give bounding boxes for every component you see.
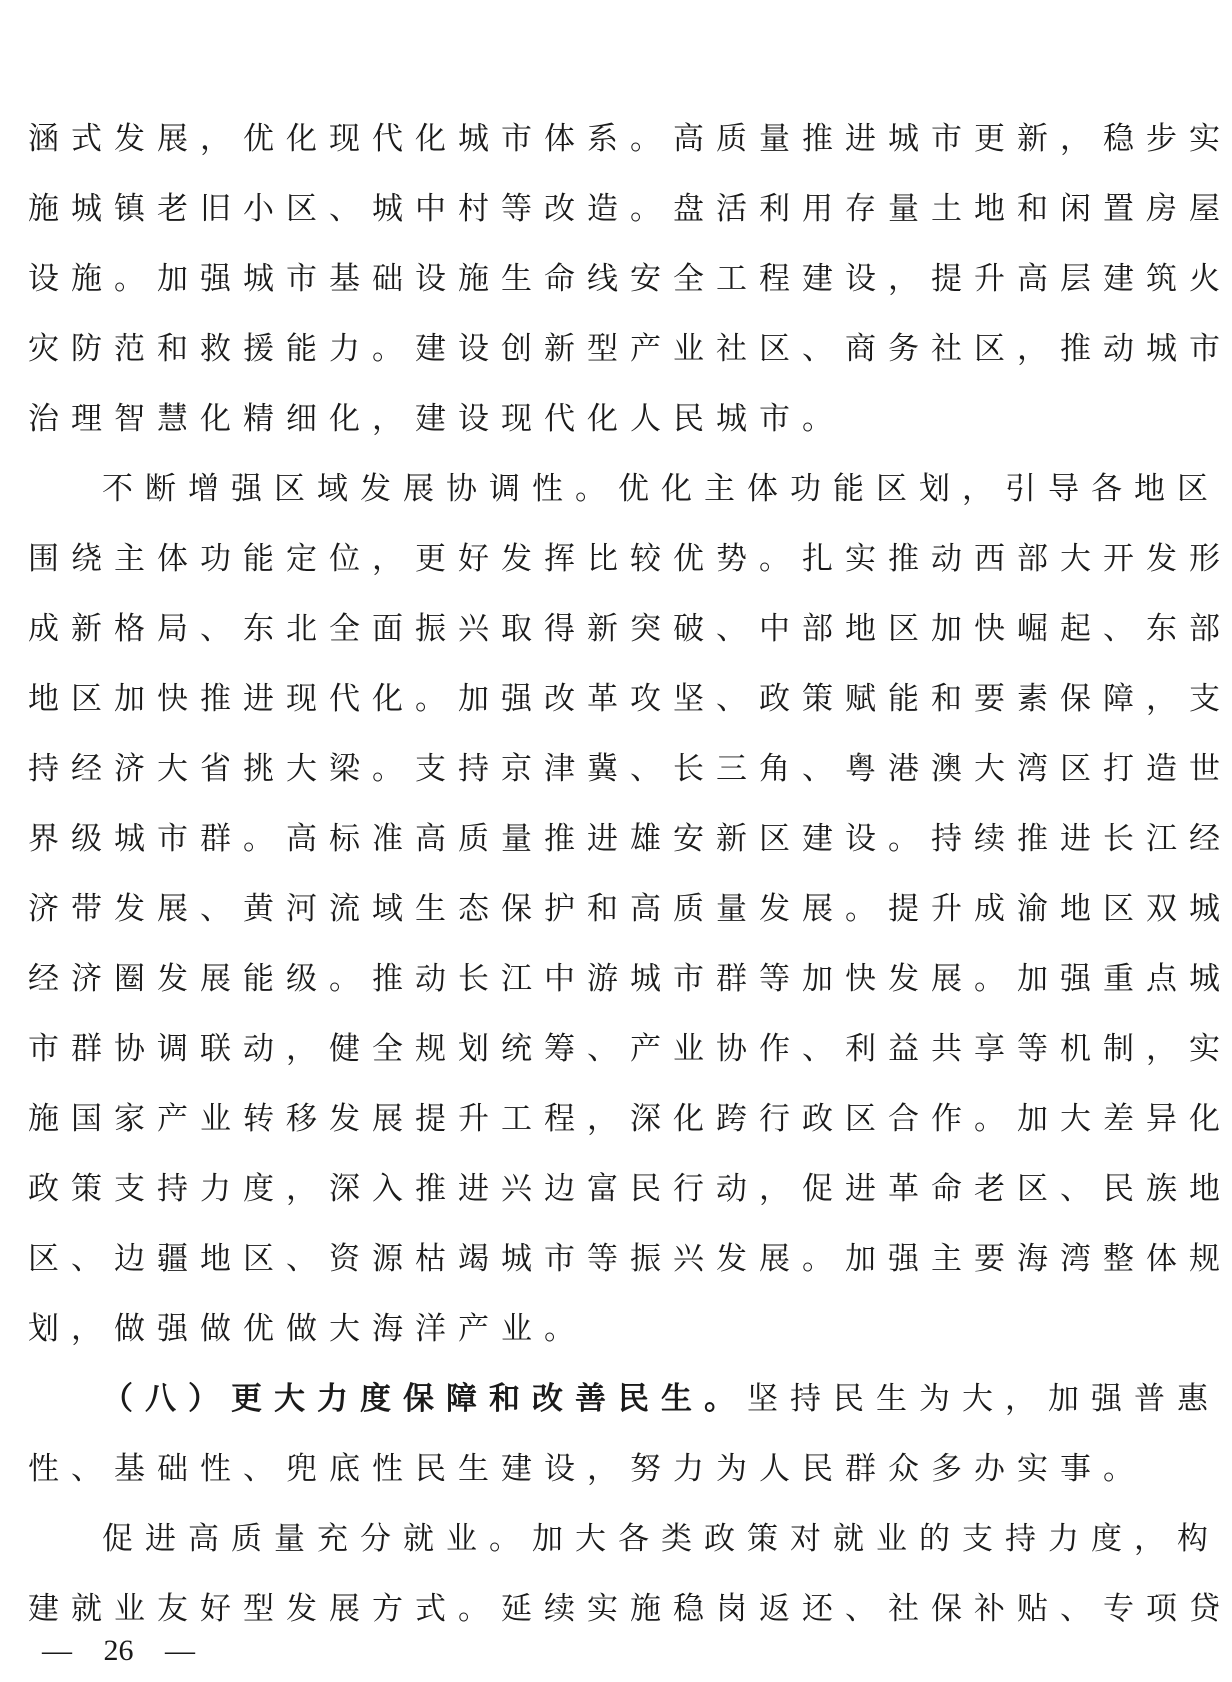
text-line: 施城镇老旧小区、城中村等改造。盘活利用存量土地和闲置房屋	[28, 191, 1232, 227]
text-line: 设施。加强城市基础设施生命线安全工程建设，提升高层建筑火	[28, 261, 1232, 297]
text-line: 划，做强做优做大海洋产业。	[28, 1311, 587, 1347]
text-line: 界级城市群。高标准高质量推进雄安新区建设。持续推进长江经	[28, 821, 1232, 857]
text-line: 建就业友好型发展方式。延续实施稳岗返还、社保补贴、专项贷	[28, 1591, 1232, 1627]
paragraph-first-line: 不断增强区域发展协调性。优化主体功能区划，引导各地区	[102, 471, 1220, 507]
text-line: 市群协调联动，健全规划统筹、产业协作、利益共享等机制，实	[28, 1031, 1232, 1067]
text-line: 地区加快推进现代化。加强改革攻坚、政策赋能和要素保障，支	[28, 681, 1232, 717]
text-line: 性、基础性、兜底性民生建设，努力为人民群众多办实事。	[28, 1451, 1146, 1487]
document-body	[28, 104, 1232, 1644]
page-number: 26	[103, 1634, 134, 1667]
section-heading: （八）更大力度保障和改善民生。	[102, 1381, 747, 1417]
paragraph-first-line: 促进高质量充分就业。加大各类政策对就业的支持力度，构	[102, 1521, 1220, 1557]
section-heading-line	[28, 1364, 1220, 1434]
page-footer	[42, 1629, 195, 1673]
section-heading-continuation: 坚持民生为大，加强普惠	[747, 1381, 1220, 1417]
footer-dash-right: —	[165, 1634, 195, 1667]
text-line: 济带发展、黄河流域生态保护和高质量发展。提升成渝地区双城	[28, 891, 1232, 927]
text-line: 施国家产业转移发展提升工程，深化跨行政区合作。加大差异化	[28, 1101, 1232, 1137]
text-line: 持经济大省挑大梁。支持京津冀、长三角、粤港澳大湾区打造世	[28, 751, 1232, 787]
text-line: 灾防范和救援能力。建设创新型产业社区、商务社区，推动城市	[28, 331, 1232, 367]
text-line: 政策支持力度，深入推进兴边富民行动，促进革命老区、民族地	[28, 1171, 1232, 1207]
text-line: 治理智慧化精细化，建设现代化人民城市。	[28, 401, 845, 437]
footer-dash-left: —	[42, 1634, 72, 1667]
text-line: 围绕主体功能定位，更好发挥比较优势。扎实推动西部大开发形	[28, 541, 1232, 577]
text-line: 涵式发展，优化现代化城市体系。高质量推进城市更新，稳步实	[28, 121, 1232, 157]
text-line: 经济圈发展能级。推动长江中游城市群等加快发展。加强重点城	[28, 961, 1232, 997]
text-line: 成新格局、东北全面振兴取得新突破、中部地区加快崛起、东部	[28, 611, 1232, 647]
text-line: 区、边疆地区、资源枯竭城市等振兴发展。加强主要海湾整体规	[28, 1241, 1232, 1277]
